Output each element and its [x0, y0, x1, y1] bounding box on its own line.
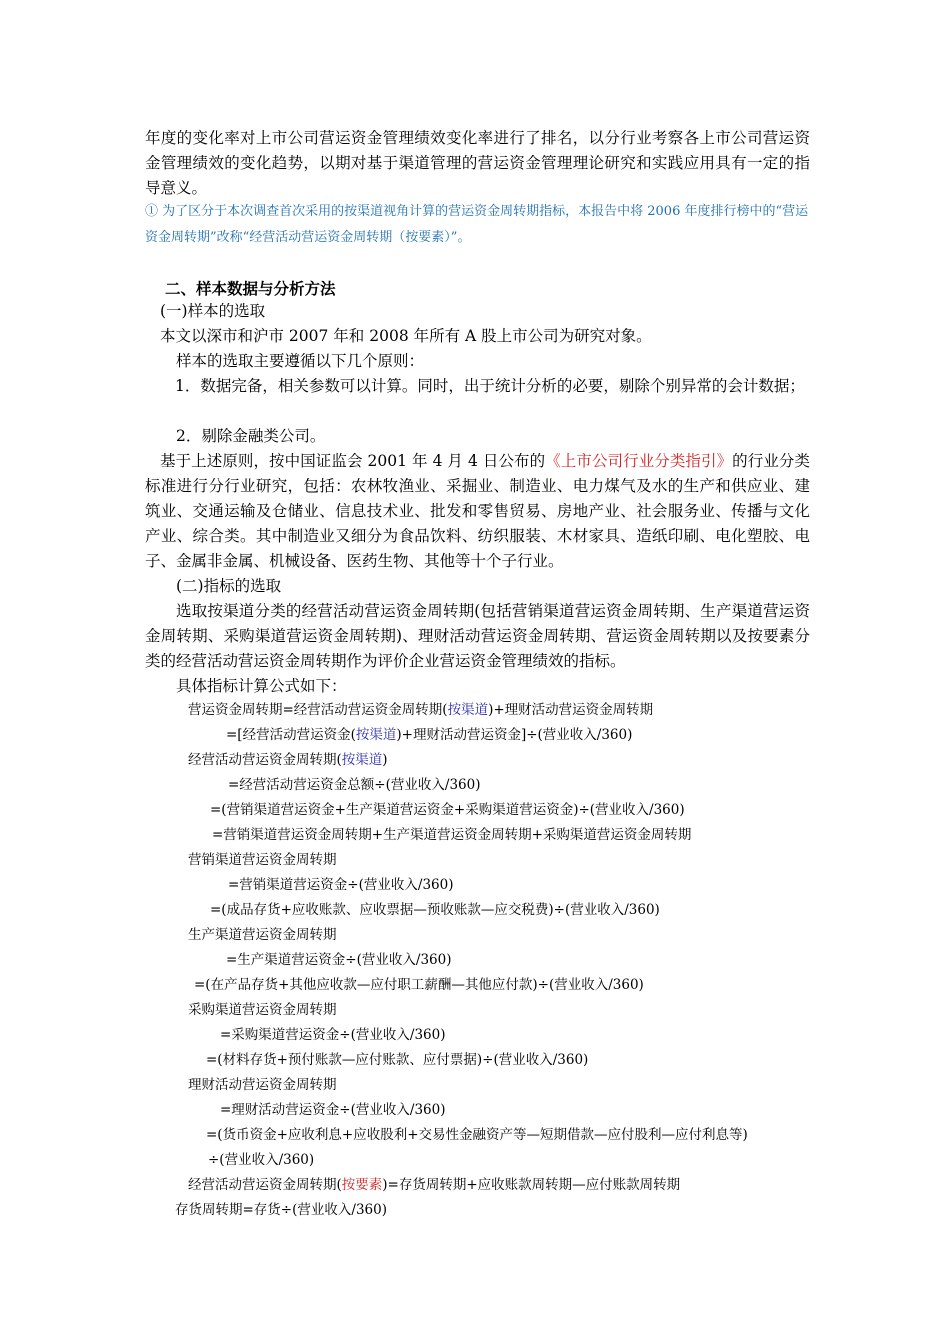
- formula-line-14: =采购渠道营运资金÷(营业收入/360): [220, 1027, 446, 1043]
- formula-line-19: ÷(营业收入/360): [208, 1152, 315, 1168]
- subsection-indicators: (二)指标的选取: [176, 577, 282, 595]
- subsection-sample: (一)样本的选取: [160, 302, 266, 320]
- paragraph-industry: [145, 449, 810, 574]
- by-channel-link[interactable]: 按渠道: [355, 727, 397, 743]
- formula-line-7: 营销渠道营运资金周转期: [188, 852, 337, 868]
- formula-line-20: 经营活动营运资金周转期(按要素)=存货周转期+应收账款周转期—应付账款周转期: [188, 1177, 681, 1193]
- principle-item-2: 2．剔除金融类公司。: [176, 427, 326, 445]
- formula-line-5: =(营销渠道营运资金+生产渠道营运资金+采购渠道营运资金)÷(营业收入/360): [210, 802, 685, 818]
- formula-line-10: 生产渠道营运资金周转期: [188, 927, 337, 943]
- formula-line-1: 营运资金周转期=经营活动营运资金周转期(按渠道)+理财活动营运资金周转期: [188, 702, 654, 718]
- paragraph-principles: 样本的选取主要遵循以下几个原则：: [176, 352, 425, 370]
- formula-line-13: 采购渠道营运资金周转期: [188, 1002, 337, 1018]
- by-element-link[interactable]: 按要素: [341, 1177, 383, 1193]
- formula-line-18: =(货币资金+应收利息+应收股利+交易性金融资产等—短期借款—应付股利—应付利息等): [206, 1127, 748, 1143]
- by-channel-link[interactable]: 按渠道: [341, 752, 383, 768]
- paragraph-indicators: 选取按渠道分类的经营活动营运资金周转期(包括营销渠道营运资金周转期、生产渠道营运资金周转期、采购渠道营运资金周转期)、理财活动营运资金周转期、营运资金周转期以及按要素分类的经营活动营运资金周转期作为评价企业营运资金管理绩效的指标。: [145, 602, 810, 670]
- industry-text-after: 的行业分类标准进行分行业研究，包括：农林牧渔业、采掘业、制造业、电力煤气及水的生产和供应业、建筑业、交通运输及仓储业、信息技术业、批发和零售贸易、房地产业、社会服务业、传播与文化产业、综合类。其中制造业又细分为食品饮料、纺织服装、木材家具、造纸印刷、电化塑胶、电子、金属非金属、机械设备、医药生物、其他等十个子行业。: [145, 452, 810, 570]
- by-channel-link[interactable]: 按渠道: [447, 702, 489, 718]
- formula-line-12: =(在产品存货+其他应收款—应付职工薪酬—其他应付款)÷(营业收入/360): [194, 977, 644, 993]
- paragraph-scope: 本文以深市和沪市 2007 年和 2008 年所有 A 股上市公司为研究对象。: [160, 327, 652, 345]
- formula-line-8: =营销渠道营运资金÷(营业收入/360): [228, 877, 454, 893]
- formula-line-2: =[经营活动营运资金(按渠道)+理财活动营运资金]÷(营业收入/360): [226, 727, 633, 743]
- section-heading: 二、样本数据与分析方法: [165, 279, 336, 298]
- formula-line-16: 理财活动营运资金周转期: [188, 1077, 337, 1093]
- principle-item-1: 1．数据完备，相关参数可以计算。同时，出于统计分析的必要，剔除个别异常的会计数据；: [175, 377, 805, 395]
- paragraph-formula-intro: 具体指标计算公式如下：: [176, 677, 347, 695]
- industry-guideline-link[interactable]: 《上市公司行业分类指引》: [545, 452, 733, 470]
- footnote: ① 为了区分于本次调查首次采用的按渠道视角计算的营运资金周转期指标，本报告中将 2006 年度排行榜中的“营运资金周转期”改称“经营活动营运资金周转期（按要素）”。: [145, 204, 809, 245]
- formula-line-11: =生产渠道营运资金÷(营业收入/360): [226, 952, 452, 968]
- industry-text-before: 基于上述原则，按中国证监会 2001 年 4 月 4 日公布的: [160, 452, 546, 470]
- intro-paragraph: 年度的变化率对上市公司营运资金管理绩效变化率进行了排名，以分行业考察各上市公司营运资金管理绩效的变化趋势，以期对基于渠道管理的营运资金管理理论研究和实践应用具有一定的指导意义。: [145, 129, 810, 197]
- formula-line-9: =(成品存货+应收账款、应收票据—预收账款—应交税费)÷(营业收入/360): [210, 902, 660, 918]
- formula-line-6: =营销渠道营运资金周转期+生产渠道营运资金周转期+采购渠道营运资金周转期: [212, 827, 692, 843]
- formula-line-4: =经营活动营运资金总额÷(营业收入/360): [228, 777, 481, 793]
- formula-line-15: =(材料存货+预付账款—应付账款、应付票据)÷(营业收入/360): [206, 1052, 589, 1068]
- formula-line-17: =理财活动营运资金÷(营业收入/360): [220, 1102, 446, 1118]
- formula-line-21: 存货周转期=存货÷(营业收入/360): [175, 1202, 387, 1218]
- formula-line-3: 经营活动营运资金周转期(按渠道): [188, 752, 388, 768]
